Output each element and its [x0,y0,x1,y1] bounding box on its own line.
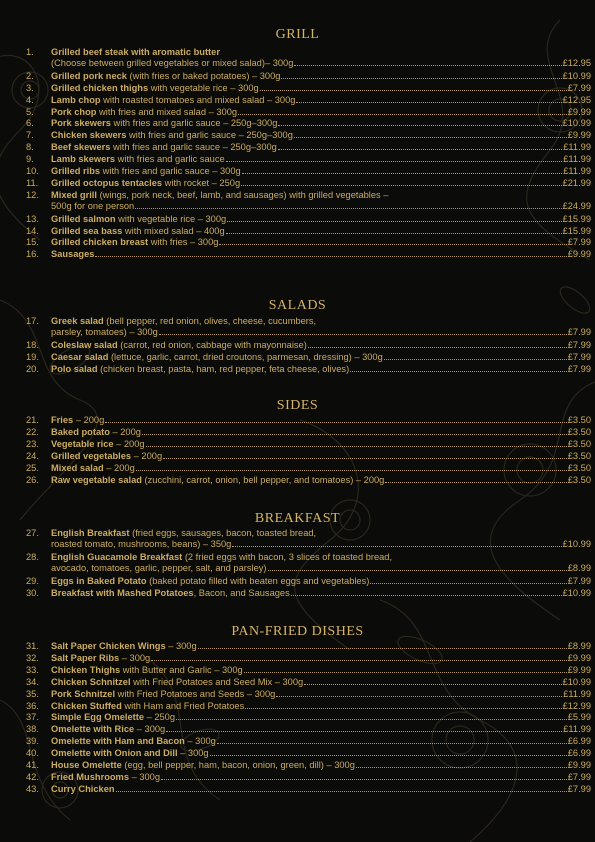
item-name: Fries [51,415,74,425]
item-number: 36. [26,700,39,711]
item-description: – 300g [129,771,161,782]
item-name: English Guacamole Breakfast [51,551,183,562]
item-name: Baked potato [51,426,110,437]
item-price: £7.99 [567,771,591,782]
dot-leader [142,434,567,435]
dot-leader [198,648,567,649]
item-number: 11. [26,177,39,188]
item-name: Fried Mushrooms [51,771,129,782]
item-price: £9.99 [567,652,591,663]
dot-leader [161,779,567,780]
item-description: with mixed salad – 400g [122,225,225,236]
item-price: £12.99 [562,700,591,711]
item-number: 25. [26,462,39,473]
dot-leader [242,173,563,174]
item-description-continued: (Choose between grilled vegetables or mixed salad)– 300g [51,58,294,68]
item-price: £3.50 [567,450,591,461]
item-name: Chicken Thighs [51,664,121,675]
item-description: – 300g [119,652,151,663]
item-number: 24. [26,450,39,461]
dot-leader [268,570,567,571]
dot-leader [296,102,561,103]
dot-leader [232,546,561,547]
item-body [51,71,591,82]
item-description: (2 fried eggs with bacon, 3 slices of toasted bread, [182,551,393,562]
item-name: Greek salad [51,316,104,326]
dot-leader [226,233,562,234]
item-body [51,364,591,375]
item-price: £21.99 [562,177,591,188]
item-number: 14. [26,225,39,236]
item-number: 31. [26,641,39,651]
dot-leader [294,65,561,66]
item-price: £7.99 [567,351,591,362]
item-description: – 200g [103,462,135,473]
item-name: Salt Paper Ribs [51,652,120,663]
item-description: (chicken breast, pasta, ham, red pepper, feta cheese, olives) [97,363,350,374]
item-name: Curry Chicken [51,783,115,794]
item-price: £10.99 [562,539,591,549]
item-body [51,576,591,587]
item-number: 12. [26,189,39,200]
item-price: £11.99 [563,154,591,165]
item-number: 32. [26,652,39,663]
item-description: with roasted tomatoes and mixed salad – 300g [100,94,296,105]
item-body [51,736,591,747]
item-price: £10.99 [562,587,591,598]
item-body [51,528,591,550]
item-description: (baked potato filled with beaten eggs and vegetables) [146,575,370,586]
item-number: 30. [26,587,39,598]
item-description: – 300g [184,736,216,747]
item-body [51,641,591,652]
item-price: £7.99 [567,575,591,586]
item-body [51,237,591,248]
item-name: Mixed salad [51,462,104,473]
section-title-salads: SALADS [268,298,327,313]
item-price: £10.99 [562,70,591,81]
dot-leader [241,185,561,186]
item-body [51,166,591,177]
item-body [51,154,591,165]
item-body [51,552,591,574]
item-name: Grilled pork neck [51,70,127,81]
item-body [51,249,591,260]
item-description: with Butter and Garlic – 300g [120,664,243,675]
item-name: Vegetable rice [51,438,114,449]
item-price: £3.50 [567,462,591,473]
item-description: with Ham and Fried Potatoes [121,700,245,711]
item-name: Breakfast with Mashed Potatoes [51,587,194,598]
item-name: Omelette with Rice [51,724,135,735]
item-price: £5.99 [567,712,591,723]
item-body [51,95,591,106]
section-title-grill: GRILL [275,27,320,42]
item-number: 33. [26,664,39,675]
item-price: £10.99 [562,676,591,687]
item-description: (carrot, red onion, cabbage with mayonnaise) [117,339,307,350]
item-name: Polo salad [51,363,98,374]
item-number: 35. [26,688,39,699]
item-name: Lamb chop [51,94,101,105]
dot-leader [227,221,561,222]
item-price: £7.99 [567,339,591,350]
item-description: with vegetable rice – 300g [115,213,227,224]
dot-leader [238,114,567,115]
item-name: Grilled chicken thighs [51,82,149,93]
item-price: £9.99 [567,130,591,141]
item-description: with fries and garlic sauce [115,154,225,165]
item-description: (fried eggs, sausages, bacon, toasted bread, [129,528,317,538]
item-number: 3. [26,82,34,93]
item-description: – 300g [165,641,197,651]
item-number: 38. [26,724,39,735]
dot-leader [291,595,562,596]
item-body [51,772,591,783]
dot-leader [244,672,567,673]
item-number: 29. [26,575,39,586]
section-title-pan-fried-dishes: PAN-FRIED DISHES [231,624,364,639]
item-number: 13. [26,213,39,224]
item-body [51,83,591,94]
item-name: Pork Schnitzel [51,688,116,699]
item-price: £11.99 [563,724,591,735]
item-price: £15.99 [562,225,591,236]
item-number: 18. [26,339,39,350]
item-body [51,178,591,189]
item-number: 39. [26,736,39,747]
item-body [51,784,591,795]
dot-leader [226,161,563,162]
item-price: £7.99 [567,237,591,248]
item-name: House Omelette [51,760,122,770]
item-body [51,214,591,225]
item-description-continued: 500g for one person [51,200,135,211]
item-body [51,588,591,599]
item-number: 23. [26,438,39,449]
item-name: Grilled beef steak with aromatic butter [51,47,220,57]
item-name: Salt Paper Chicken Wings [51,641,166,651]
item-body [51,653,591,664]
item-number: 19. [26,351,39,362]
item-price: £9.99 [567,664,591,675]
item-description-continued: avocado, tomatoes, garlic, pepper, salt, and parsley) [51,562,267,573]
item-number: 8. [26,142,34,153]
item-description: (bell pepper, red onion, olives, cheese, cucumbers, [103,316,317,326]
item-name: Grilled octopus tentacles [51,177,163,188]
item-number: 2. [26,70,34,81]
item-name: Lamb skewers [51,154,116,165]
item-body [51,677,591,688]
dot-leader [163,458,567,459]
dot-leader [384,359,567,360]
dot-leader [294,137,567,138]
item-price: £9.99 [567,249,591,260]
item-price: £10.99 [562,118,591,129]
dot-leader [278,125,561,126]
dot-leader [245,708,561,709]
dot-leader [166,731,562,732]
item-number: 41. [26,760,39,770]
item-name: Omelette with Onion and Dill [51,748,178,759]
item-name: Chicken Schnitzel [51,676,131,687]
item-price: £11.99 [563,688,591,699]
item-description: – 200g [113,438,145,449]
item-body [51,439,591,450]
item-price: £8.99 [567,562,591,573]
item-body [51,701,591,712]
item-description: with vegetable rice – 300g [148,82,259,93]
item-number: 9. [26,154,34,165]
item-number: 20. [26,363,39,374]
item-price: £7.99 [567,82,591,93]
dot-leader [217,743,567,744]
item-body [51,451,591,462]
item-number: 26. [26,474,39,485]
item-body [51,760,591,771]
item-description: (wings, pork neck, beef, lamb, and sausages) with grilled vegetables – [96,189,389,200]
item-price: £9.99 [567,760,591,770]
item-price: £3.50 [567,474,591,485]
dot-leader [281,78,561,79]
item-price: £3.50 [567,426,591,437]
item-price: £7.99 [567,783,591,794]
section-title-breakfast: BREAKFAST [254,511,341,526]
item-description: with fries and garlic sauce – 250g–300g [126,130,293,141]
dot-leader [151,660,567,661]
item-name: Grilled sea bass [51,225,123,236]
item-number: 15. [26,237,39,248]
item-price: £11.99 [563,166,591,176]
item-number: 6. [26,118,34,129]
item-description: – 200g [73,415,105,425]
item-body [51,47,591,69]
item-description: with Fried Potatoes and Seed Mix – 300g [130,676,304,687]
item-body [51,130,591,141]
item-number: 10. [26,166,39,176]
item-name: Raw vegetable salad [51,474,142,485]
item-description: with fries and garlic sauce – 300g [100,166,241,176]
dot-leader [159,334,567,335]
item-body [51,748,591,759]
item-price: £3.50 [567,415,591,425]
item-body [51,463,591,474]
dot-leader [350,371,567,372]
item-description: with fries and garlic sauce – 250g–300g [110,142,277,153]
item-description-continued: roasted tomato, mushrooms, beans) – 350g [51,539,232,549]
item-description: (with fries or baked potatoes) – 300g [126,70,281,81]
item-description-continued: parsley, tomatoes) – 300g [51,327,158,337]
item-body [51,118,591,129]
item-number: 22. [26,426,39,437]
item-name: Grilled chicken breast [51,237,149,248]
item-name: Mixed grill [51,189,97,200]
item-body [51,352,591,363]
item-name: Chicken skewers [51,130,127,141]
item-number: 42. [26,771,39,782]
item-name: Grilled vegetables [51,450,132,461]
item-name: Chicken Stuffed [51,700,122,711]
item-price: £9.99 [567,106,591,117]
item-description: – 200g [109,426,141,437]
item-description: – 250g [144,712,176,723]
item-price: £12.95 [562,58,591,68]
item-number: 1. [26,47,34,57]
item-name: Beef skewers [51,142,111,153]
item-name: Omelette with Ham and Bacon [51,736,185,747]
dot-leader [308,347,567,348]
item-body [51,712,591,723]
item-name: Grilled salmon [51,213,116,224]
item-description: , Bacon, and Sausages [193,587,290,598]
item-body [51,340,591,351]
item-number: 16. [26,249,39,260]
item-price: £7.99 [567,327,591,337]
item-description: (egg, bell pepper, ham, bacon, onion, green, dill) – 300g [121,760,355,770]
item-name: Pork chop [51,106,97,117]
dot-leader [176,719,567,720]
item-description: with fries – 300g [148,237,219,248]
item-name: Pork skewers [51,118,111,129]
item-price: £24.99 [562,200,591,211]
item-name: Sausages [51,249,95,260]
item-body [51,724,591,735]
item-body [51,142,591,153]
item-body [51,689,591,700]
item-description: – 300g [134,724,166,735]
dot-leader [356,767,567,768]
dot-leader [278,149,562,150]
item-name: Simple Egg Omelette [51,712,144,723]
item-name: English Breakfast [51,528,130,538]
item-description: with rocket – 250g [162,177,241,188]
section-title-sides: SIDES [276,398,319,413]
item-name: Grilled ribs [51,166,101,176]
dot-leader [219,244,566,245]
item-price: £3.50 [567,438,591,449]
item-price: £12.95 [562,94,591,105]
item-number: 21. [26,415,39,425]
item-number: 7. [26,130,34,141]
dot-leader [276,696,562,697]
item-number: 40. [26,748,39,759]
item-number: 28. [26,551,39,562]
item-body [51,107,591,118]
dot-leader [304,684,561,685]
item-body [51,226,591,237]
item-body [51,415,591,426]
item-price: £8.99 [567,641,591,651]
dot-leader [116,791,567,792]
dot-leader [260,90,567,91]
item-description: – 200g [131,450,163,461]
item-number: 4. [26,94,34,105]
item-description: with fries and garlic sauce – 250g–300g [110,118,278,129]
item-number: 37. [26,712,39,723]
item-description: – 300g [177,748,209,759]
item-name: Coleslaw salad [51,339,118,350]
item-price: £11.99 [563,142,591,153]
item-name: Caesar salad [51,351,109,362]
item-number: 5. [26,106,34,117]
item-price: £7.99 [567,363,591,374]
item-description: with Fried Potatoes and Seeds – 300g [115,688,276,699]
item-body [51,316,591,338]
item-body [51,665,591,676]
item-body [51,190,591,212]
dot-leader [135,208,561,209]
item-description: with fries and mixed salad – 300g [96,106,238,117]
dot-leader [95,256,566,257]
item-number: 43. [26,783,39,794]
item-price: £6.99 [567,748,591,759]
dot-leader [146,446,567,447]
dot-leader [210,755,567,756]
item-price: £6.99 [567,736,591,747]
item-body [51,475,591,486]
item-number: 27. [26,528,39,538]
item-number: 34. [26,676,39,687]
item-number: 17. [26,316,39,326]
dot-leader [385,482,566,483]
item-description: (lettuce, garlic, carrot, dried croutons, parmesan, dressing) – 300g [108,351,383,362]
item-price: £15.99 [562,213,591,224]
item-body [51,427,591,438]
dot-leader [105,422,566,423]
item-name: Eggs in Baked Potato [51,575,147,586]
dot-leader [370,583,566,584]
item-description: (zucchini, carrot, onion, bell pepper, and tomatoes) – 200g [141,474,385,485]
dot-leader [136,470,567,471]
